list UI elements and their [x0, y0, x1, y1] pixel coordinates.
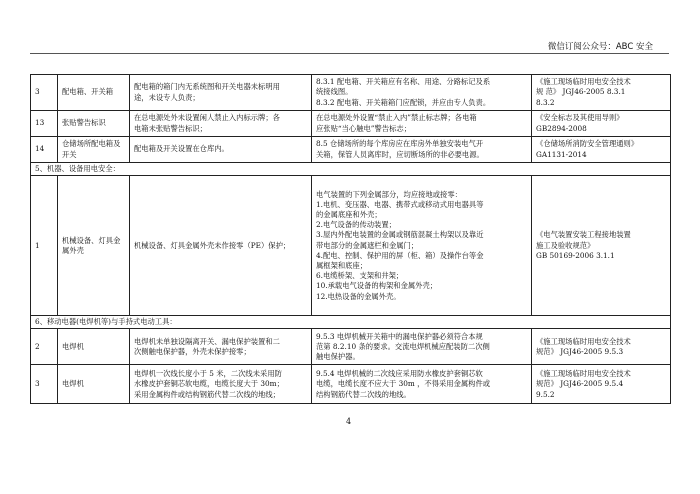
item-name: 仓储场所配电箱及开关: [58, 137, 130, 163]
header-rule: [30, 53, 669, 54]
table-row: [31, 75, 671, 111]
item-name: 机械设备、灯具金属外壳: [58, 176, 130, 316]
table-row: [31, 176, 671, 316]
basis-line: 8.3.2: [536, 97, 555, 107]
issue-cell: [130, 137, 312, 163]
requirement-line: 6.电缆桥架、支架和井架；: [316, 271, 404, 281]
section-row: [31, 163, 671, 176]
issue-cell: [130, 75, 312, 111]
issue-line: 电焊机一次线长度小于 5 米，二次线未采用防: [134, 369, 282, 379]
row-number: 13: [31, 111, 58, 137]
table-row: [31, 137, 671, 163]
basis-cell: [532, 75, 671, 111]
requirement-line: 在总电源处外设置“禁止入内”禁止标志牌；各电箱: [316, 113, 477, 123]
table-row: [31, 365, 671, 404]
issue-cell: [130, 365, 312, 404]
requirement-line: 电气装置的下列金属部分，均应接地或接零：: [316, 189, 462, 199]
issue-cell: [130, 329, 312, 365]
basis-cell: [532, 329, 671, 365]
requirement-line: 1.电机、变压器、电器、携带式或移动式用电器具等: [316, 199, 484, 209]
issue-line: 采用金属构件或结构钢筋代替二次线的地线；: [134, 389, 280, 399]
section-heading: 5、机器、设备用电安全：: [31, 163, 671, 176]
header-title: 微信订阅公众号：ABC 安全: [547, 42, 653, 52]
requirement-line: 范第 8.2.10 条的要求。交流电焊机械应配装防二次侧: [316, 341, 490, 351]
row-number: 3: [31, 75, 58, 111]
item-name: 配电箱、开关箱: [58, 75, 130, 111]
table-row: [31, 329, 671, 365]
issue-line: 电焊机未单独设隔离开关、漏电保护装置和二: [134, 336, 280, 346]
basis-line: 规 范》 JGJ46-2005 8.3.1: [536, 87, 626, 97]
basis-line: 《施工现场临时用电安全技术: [536, 336, 631, 346]
issue-line: 在总电源处外未设置闲人禁止入内标示牌；各: [134, 113, 280, 123]
basis-line: 规范》 JGJ46-2005 9.5.4: [536, 379, 624, 389]
basis-cell: [532, 111, 671, 137]
requirement-line: 属框架和底座；: [316, 261, 368, 270]
basis-line: 规范》 JGJ46-2005 9.5.3: [536, 346, 624, 356]
requirement-cell: [312, 176, 532, 316]
requirement-line: 12.电热设备的金属外壳。: [316, 291, 401, 301]
requirement-cell: [312, 365, 532, 404]
requirement-line: 8.3.2 配电箱、开关箱箱门应配锁，并应由专人负责。: [316, 97, 491, 107]
requirement-line: 应张贴“当心触电”警告标志；: [316, 123, 412, 133]
basis-line: 《施工现场临时用电安全技术: [536, 77, 631, 87]
basis-line: GB 50169-2006 3.1.1: [536, 250, 615, 260]
requirement-line: 触电保护器。: [316, 352, 360, 361]
requirement-line: 3.屋内外配电装置的金属或钢筋混凝土构架以及靠近: [316, 230, 484, 240]
basis-line: GA1131-2014: [536, 149, 587, 159]
requirement-line: 4.配电、控制、保护用的屏（柜、箱）及操作台等金: [316, 250, 484, 260]
issue-line: 配电箱的箱门内无系统图和开关电器未标明用: [134, 82, 280, 92]
section-heading: 6、移动电器(电焊机等)与手持式电动工具：: [31, 316, 671, 329]
inspection-table: [30, 74, 671, 404]
requirement-line: 2.电气设备的传动装置；: [316, 220, 396, 230]
issue-line: 途，未设专人负责；: [134, 92, 200, 102]
issue-line: 水橡皮护套铜芯软电缆，电缆长度大于 30m；: [134, 379, 284, 389]
requirement-line: 9.5.3 电焊机械开关箱中的漏电保护器必须符合本规: [316, 331, 483, 341]
requirement-line: 8.3.1 配电箱、开关箱应有名称、用途、分路标记及系: [316, 77, 491, 87]
item-name: 电焊机: [58, 365, 130, 404]
issue-line: 电箱未张贴警告标识；: [134, 123, 207, 133]
item-name: 张贴警告标识: [58, 111, 130, 137]
basis-cell: [532, 365, 671, 404]
requirement-line: 10.承载电气设备的构架和金属外壳；: [316, 281, 438, 291]
requirement-cell: [312, 111, 532, 137]
requirement-cell: [312, 329, 532, 365]
page-number: 4: [346, 417, 352, 426]
requirement-cell: [312, 75, 532, 111]
section-row: [31, 316, 671, 329]
basis-line: 《仓储场所消防安全管理通则》: [536, 139, 639, 149]
basis-line: 施工及验收规范》: [536, 240, 595, 250]
issue-line: 配电箱及开关设置在仓库内。: [134, 144, 229, 154]
requirement-line: 结构钢筋代替二次线的地线。: [316, 389, 411, 399]
requirement-line: 关箱，保管人员离库时，应切断场所的非必要电源。: [316, 149, 484, 159]
issue-cell: [130, 111, 312, 137]
row-number: 3: [31, 365, 58, 404]
requirement-line: 统接线图。: [316, 87, 353, 97]
row-number: 1: [31, 176, 58, 316]
item-name: 电焊机: [58, 329, 130, 365]
requirement-line: 的金属底座和外壳；: [316, 209, 382, 219]
requirement-line: 9.5.4 电焊机械的二次线应采用防水橡皮护套铜芯软: [316, 369, 483, 379]
basis-cell: [532, 176, 671, 316]
basis-line: 《安全标志及其使用导则》: [536, 113, 624, 123]
row-number: 14: [31, 137, 58, 163]
row-number: 2: [31, 329, 58, 365]
issue-cell: 机械设备、灯具金属外壳未作接零（PE）保护；: [130, 176, 312, 316]
requirement-cell: [312, 137, 532, 163]
requirement-line: 电缆，电缆长度不应大于 30m ，不得采用金属构件或: [316, 379, 491, 389]
issue-line: 次侧触电保护器，外壳未保护接零；: [134, 346, 251, 356]
basis-line: GB2894-2008: [536, 123, 587, 133]
table-row: [31, 111, 671, 137]
basis-cell: [532, 137, 671, 163]
basis-line: 《电气装置安装工程接地装置: [536, 230, 631, 240]
basis-line: 《施工现场临时用电安全技术: [536, 369, 631, 379]
requirement-line: 带电部分的金属遮栏和金属门；: [316, 240, 419, 250]
requirement-line: 8.5 仓储场所的每个库房应在库房外单独安装电气开: [316, 139, 484, 149]
basis-line: 9.5.2: [536, 389, 555, 399]
